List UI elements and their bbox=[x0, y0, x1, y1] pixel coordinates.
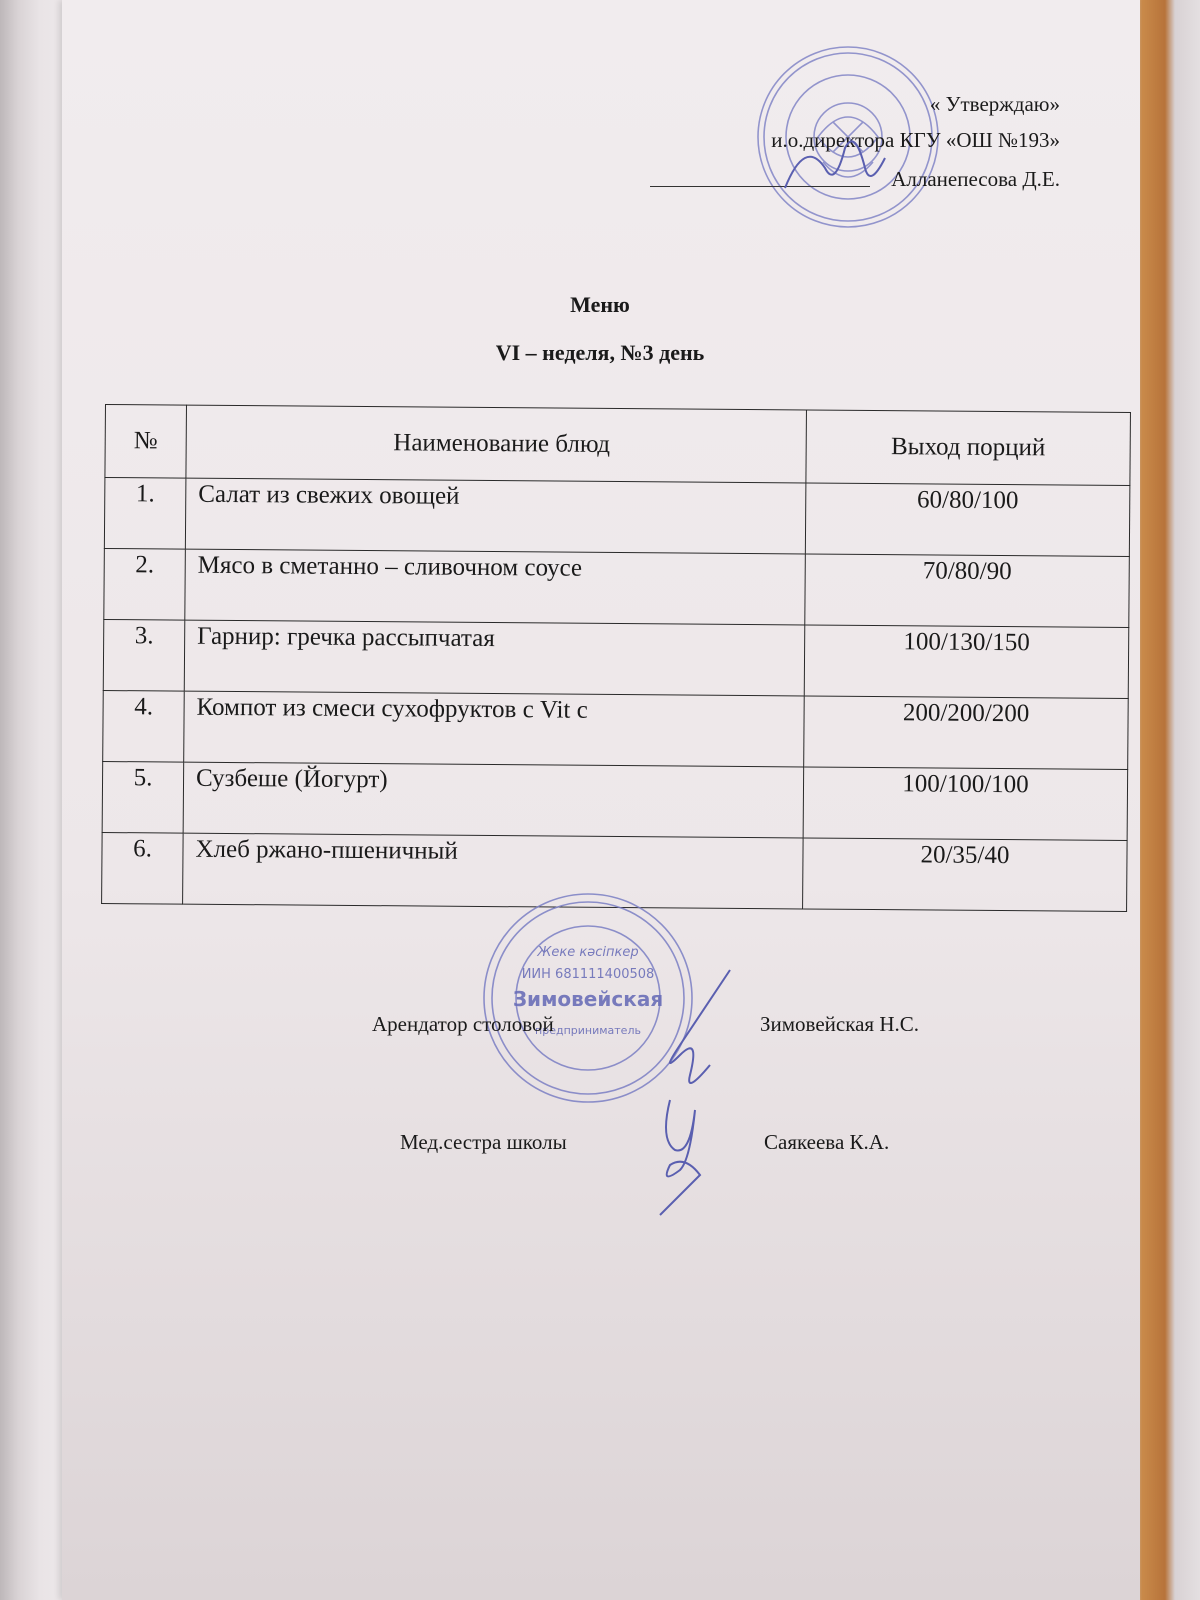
menu-title: Меню bbox=[570, 292, 630, 317]
approve-position: и.о.директора КГУ «ОШ №193» bbox=[771, 128, 1060, 152]
row-output: 20/35/40 bbox=[803, 838, 1128, 912]
col-output-header: Выход порций bbox=[806, 410, 1131, 486]
row-dish: Компот из смеси сухофруктов с Vit c bbox=[184, 691, 805, 767]
col-number-header: № bbox=[105, 405, 187, 479]
table-row bbox=[104, 478, 1130, 557]
row-number: 6. bbox=[102, 832, 184, 904]
row-dish: Гарнир: гречка рассыпчатая bbox=[184, 620, 805, 696]
menu-subtitle: VI – неделя, №3 день bbox=[495, 340, 705, 365]
svg-text:предприниматель: предприниматель bbox=[535, 1024, 641, 1037]
row-output: 60/80/100 bbox=[805, 483, 1130, 557]
approval-signature-line bbox=[650, 186, 870, 187]
approve-name: Алланепесова Д.Е. bbox=[891, 167, 1060, 191]
svg-text:ИИН 681111400508: ИИН 681111400508 bbox=[521, 967, 655, 982]
table-header-row bbox=[105, 405, 1131, 486]
table-row bbox=[102, 761, 1128, 840]
svg-text:Зимовейская: Зимовейская bbox=[512, 987, 664, 1011]
row-dish: Салат из свежих овощей bbox=[185, 478, 806, 554]
row-dish: Сузбеше (Йогурт) bbox=[183, 762, 804, 838]
row-number: 4. bbox=[103, 690, 185, 762]
row-number: 5. bbox=[102, 761, 184, 833]
row-dish: Хлеб ржано-пшеничный bbox=[183, 833, 804, 909]
menu-table bbox=[101, 404, 1131, 912]
tenant-name: Зимовейская Н.С. bbox=[760, 1012, 920, 1036]
row-output: 100/100/100 bbox=[803, 767, 1128, 841]
table-row bbox=[103, 690, 1129, 769]
nurse-name: Саякеева К.А. bbox=[764, 1130, 890, 1154]
tenant-label: Арендатор столовой bbox=[372, 1012, 554, 1036]
table-row bbox=[104, 548, 1130, 627]
row-number: 3. bbox=[103, 619, 185, 691]
table-row bbox=[103, 619, 1129, 698]
approve-heading: « Утверждаю» bbox=[929, 92, 1060, 116]
row-number: 1. bbox=[104, 478, 186, 550]
nurse-label: Мед.сестра школы bbox=[400, 1130, 567, 1154]
row-output: 70/80/90 bbox=[805, 554, 1130, 628]
row-number: 2. bbox=[104, 548, 186, 620]
svg-text:Жеке кәсіпкер: Жеке кәсіпкер bbox=[537, 945, 639, 960]
table-row bbox=[102, 832, 1128, 911]
row-dish: Мясо в сметанно – сливочном соусе bbox=[185, 549, 806, 625]
col-dish-header: Наименование блюд bbox=[186, 405, 807, 483]
row-output: 100/130/150 bbox=[804, 625, 1129, 699]
row-output: 200/200/200 bbox=[804, 696, 1129, 770]
